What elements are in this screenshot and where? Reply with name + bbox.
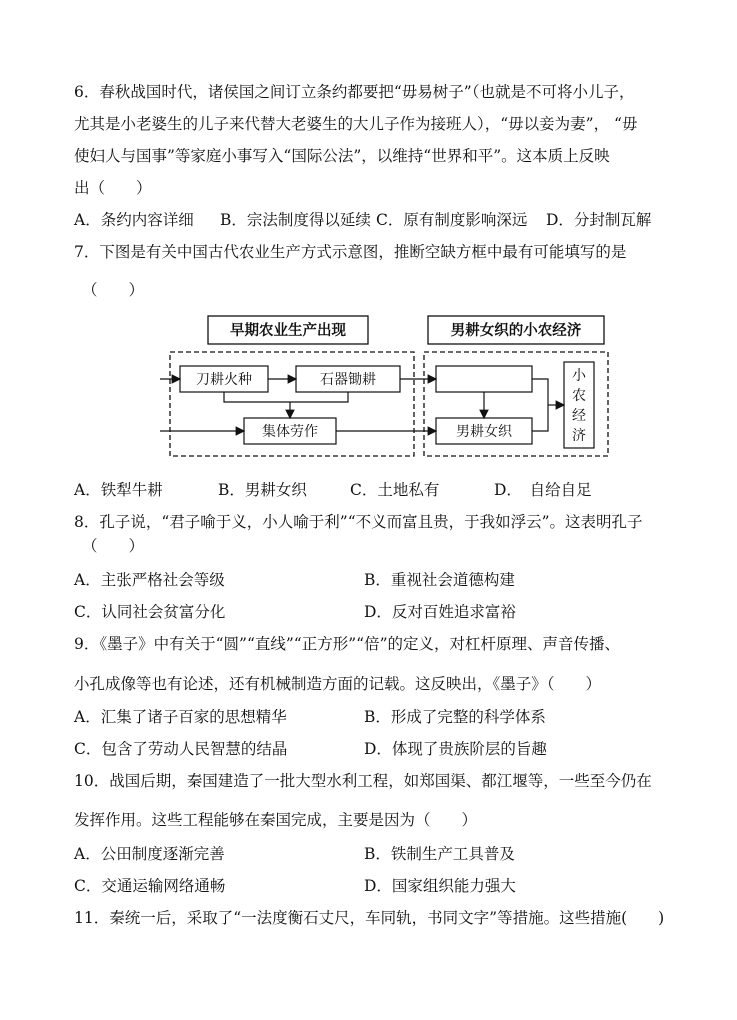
q10-option-a: A．公田制度逐渐完善 [74, 845, 225, 863]
box-men-farm-women-weave-text: 男耕女织 [456, 424, 512, 440]
q6-option-a: A．条约内容详细 [74, 211, 194, 229]
small-econ-char-4: 济 [572, 428, 586, 444]
q6-line-4: 出（ ） [74, 179, 152, 197]
q6-line-1: 6．春秋战国时代，诸侯国之间订立条约都要把“毋易树子”（也就是不可将小儿子， [74, 83, 635, 101]
diagram-svg [160, 312, 620, 460]
q9-line-1: 9．《墨子》中有关于“圆”“直线”“正方形”“倍”的定义，对杠杆原理、声音传播、 [74, 635, 621, 653]
q10-option-b: B．铁制生产工具普及 [364, 845, 515, 863]
q6-option-b: B．宗法制度得以延续 [220, 211, 371, 229]
q8-line-1: 8．孔子说，“君子喻于义，小人喻于利”“不义而富且贵，于我如浮云”。这表明孔子 [74, 513, 643, 531]
q7-option-b: B．男耕女织 [218, 481, 307, 499]
box-collective-labor-text: 集体劳作 [262, 424, 318, 440]
q6-line-2: 尤其是小老婆生的儿子来代替大老婆生的大儿子作为接班人），“毋以妾为妻”， “毋 [74, 115, 638, 133]
small-econ-char-2: 农 [572, 388, 586, 404]
agriculture-diagram [160, 312, 620, 460]
q7-option-d: D． 自给自足 [494, 481, 592, 499]
q8-option-a: A．主张严格社会等级 [74, 571, 225, 589]
blank-box [436, 366, 532, 392]
q11-line-1: 11．秦统一后，采取了“一法度衡石丈尺，车同轨，书同文字”等措施。这些措施( ) [74, 909, 665, 927]
small-econ-char-3: 经 [572, 408, 586, 424]
q6-line-3: 使妇人与国事”等家庭小事写入“国际公法”，以维持“世界和平”。这本质上反映 [74, 147, 610, 165]
q6-option-d: D．分封制瓦解 [546, 211, 652, 229]
q8-option-c: C．认同社会贫富分化 [74, 603, 226, 621]
q10-option-c: C．交通运输网络通畅 [74, 877, 226, 895]
connector-top-boxes [224, 392, 348, 402]
q10-option-d: D．国家组织能力强大 [364, 877, 516, 895]
q6-option-c: C．原有制度影响深远 [376, 211, 528, 229]
q9-option-d: D．体现了贵族阶层的旨趣 [364, 740, 547, 758]
right-title-text: 男耕女织的小农经济 [450, 323, 582, 339]
q7-line-1: 7．下图是有关中国古代农业生产方式示意图，推断空缺方框中最有可能填写的是 [74, 243, 627, 261]
q10-line-1: 10．战国后期，秦国建造了一批大型水利工程，如郑国渠、都江堰等，一些至今仍在 [74, 772, 652, 790]
q7-option-c: C．土地私有 [350, 481, 440, 499]
q9-option-a: A．汇集了诸子百家的思想精华 [74, 708, 287, 726]
q8-line-2: （ ） [82, 537, 145, 555]
connector-right-boxes [532, 379, 548, 431]
q7-line-2: （ ） [82, 281, 145, 299]
q8-option-d: D．反对百姓追求富裕 [364, 603, 516, 621]
small-econ-char-1: 小 [572, 368, 586, 384]
left-title-text: 早期农业生产出现 [230, 323, 346, 339]
q9-option-b: B．形成了完整的科学体系 [364, 708, 546, 726]
box-stone-hoe-text: 石器锄耕 [320, 372, 376, 388]
box-slash-and-burn-text: 刀耕火种 [196, 372, 252, 388]
q7-option-a: A．铁犁牛耕 [74, 481, 163, 499]
q9-option-c: C．包含了劳动人民智慧的结晶 [74, 740, 288, 758]
q10-line-2: 发挥作用。这些工程能够在秦国完成，主要是因为（ ） [74, 811, 478, 829]
q8-option-b: B．重视社会道德构建 [364, 571, 515, 589]
q9-line-2: 小孔成像等也有论述，还有机械制造方面的记载。这反映出，《墨子》（ ） [74, 675, 602, 693]
